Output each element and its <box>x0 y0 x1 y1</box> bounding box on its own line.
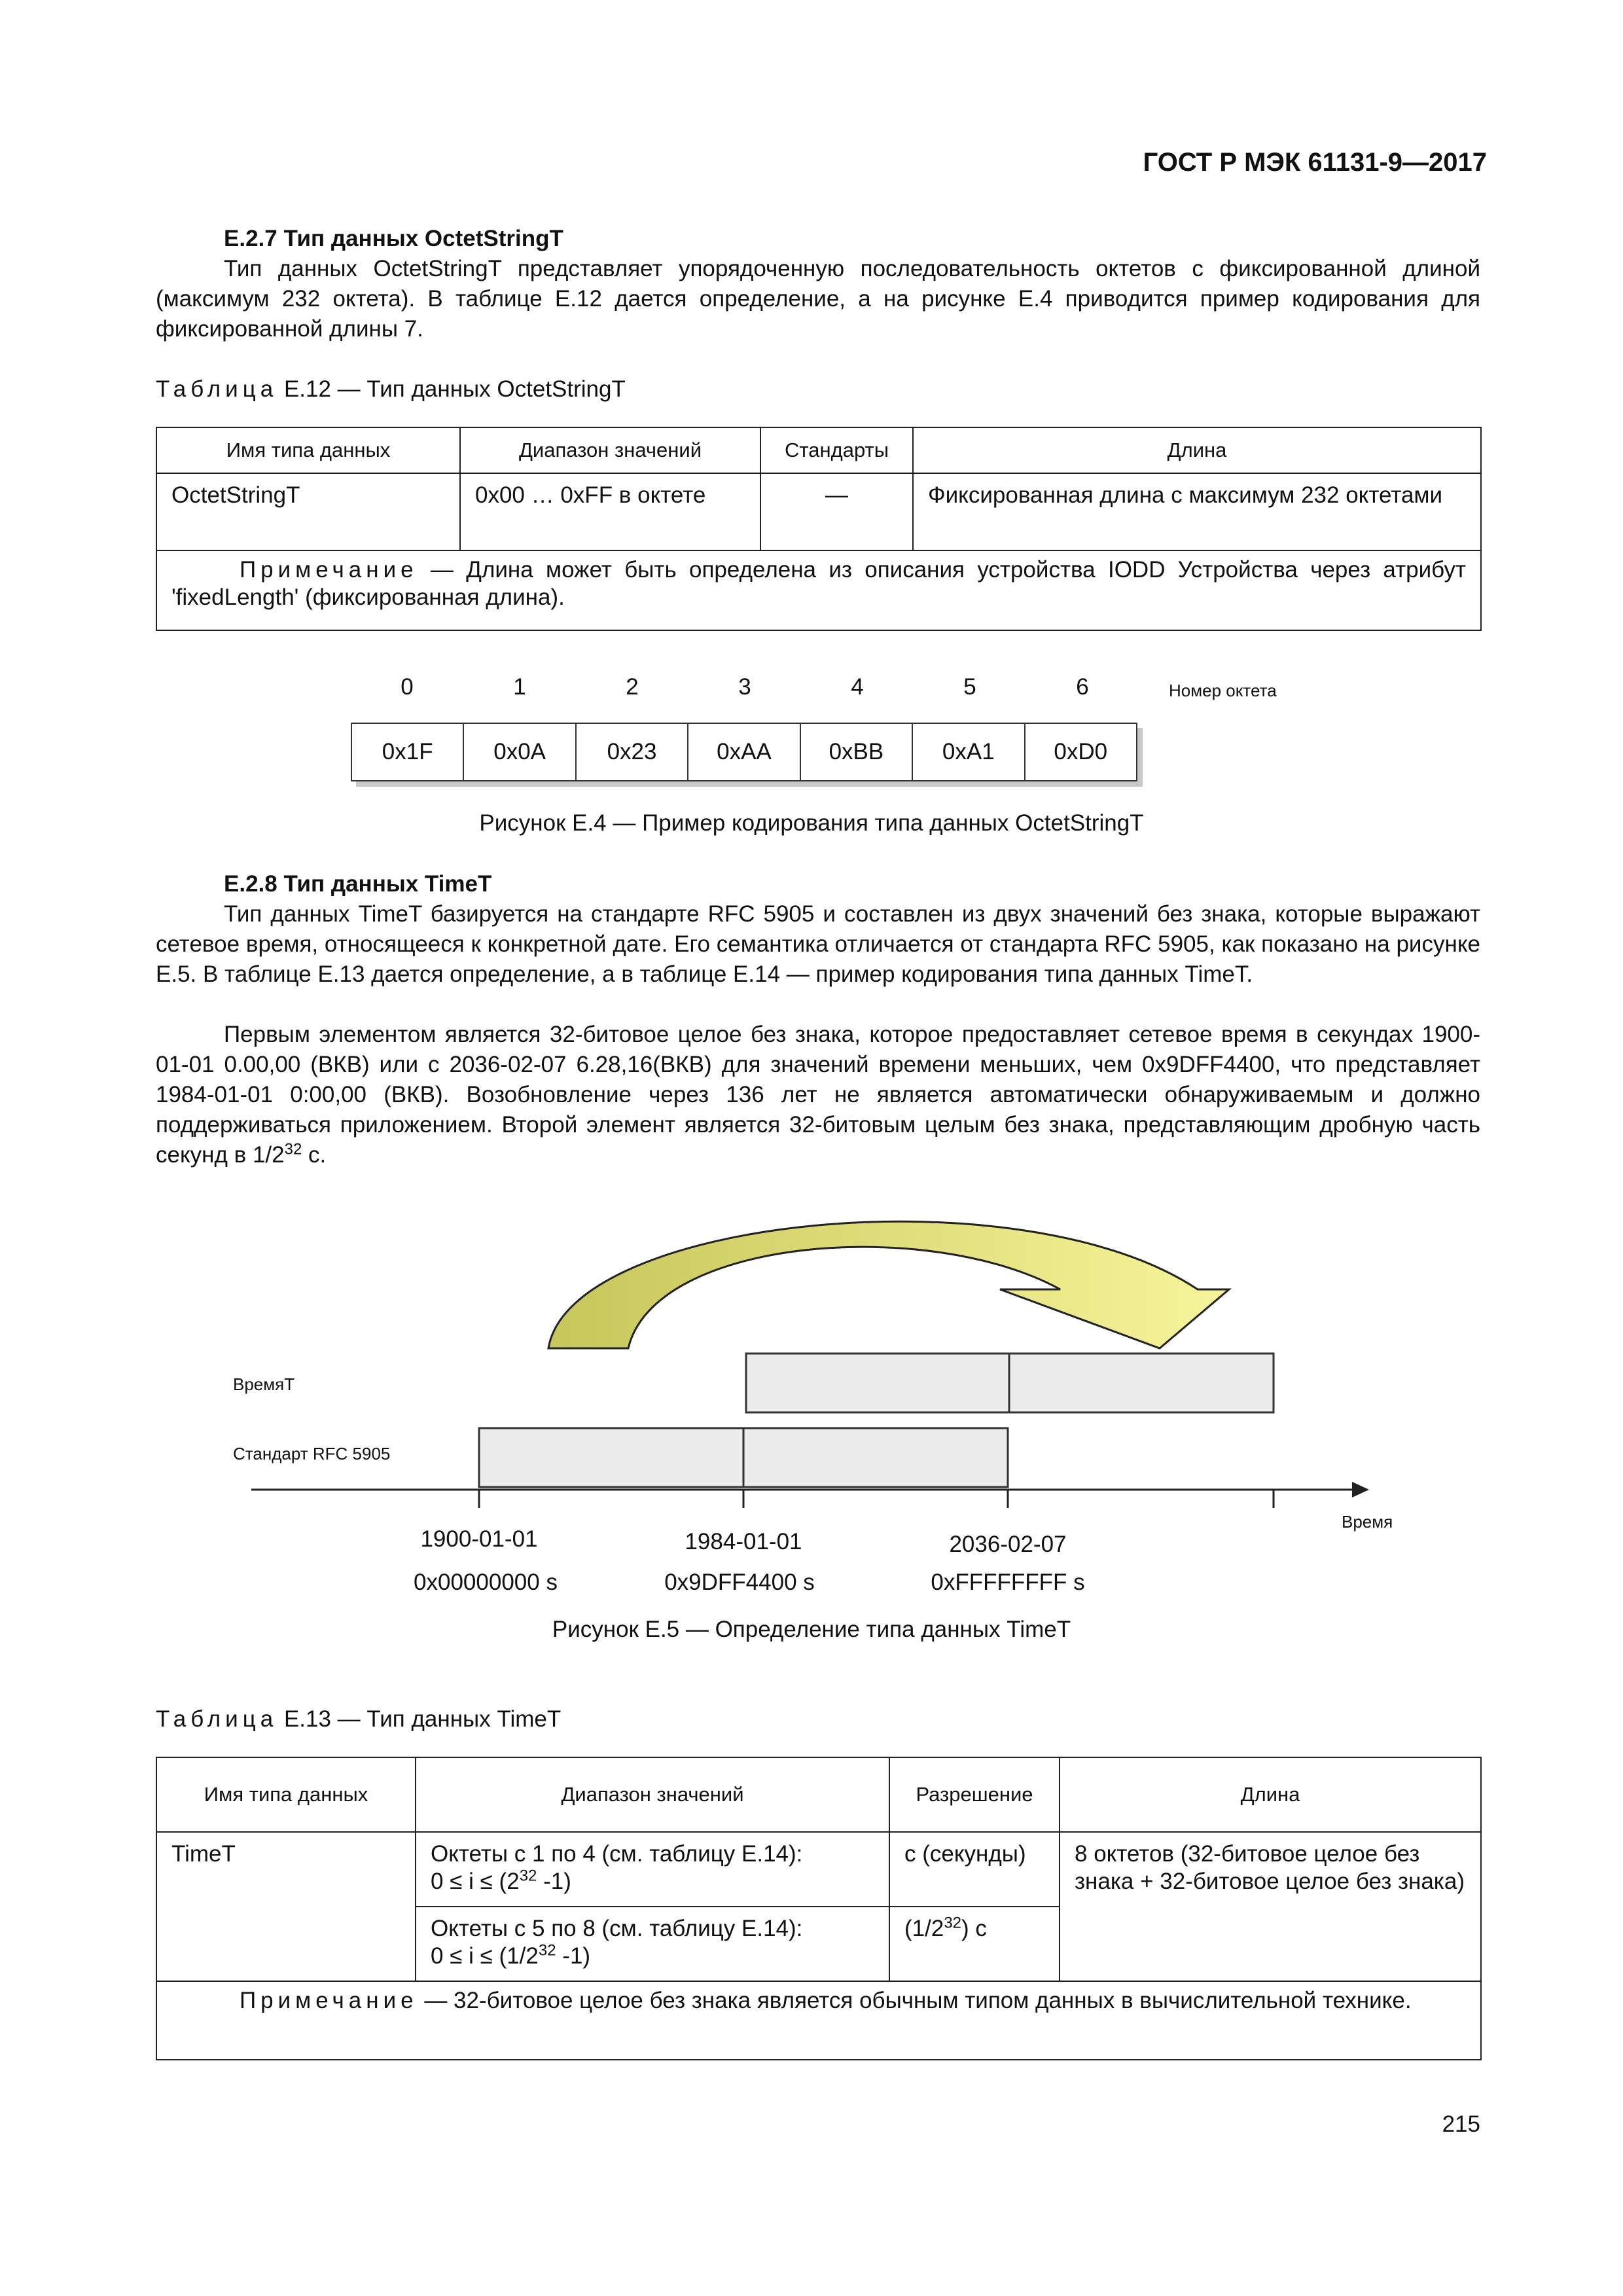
note-text: — Длина может быть определена из описания устройства IODD Устройства через атрибут 'fixedLength' (фиксированная длина). <box>171 557 1466 610</box>
octet-number: 5 <box>963 674 976 700</box>
header-cell: Диапазон значений <box>416 1757 889 1832</box>
table-caption-prefix: Таблица <box>156 376 278 402</box>
range-formula <box>431 1868 874 1895</box>
hex-label: 0xFFFFFFFF s <box>931 1570 1085 1595</box>
octet-cell: 0xBB <box>801 724 913 780</box>
section-e28-paragraph-1: Тип данных TimeT базируется на стандарте RFC 5905 и составлен из двух значений без знака, которые выражают сетевое время, относящееся к конкретной дате. Его семантика отличается от стандарта RFC 5905, как показано на рисунке Е.5. В таблице Е.13 дается определение, а в таблице Е.14 — пример кодирования типа данных TimeT. <box>156 901 1480 987</box>
figure-e4-caption: Рисунок Е.4 — Пример кодирования типа данных OctetStringT <box>479 810 1144 836</box>
superscript: 32 <box>284 1140 302 1158</box>
data-cell-resolution: с (секунды) <box>889 1832 1060 1907</box>
header-cell: Имя типа данных <box>156 1757 416 1832</box>
table-note <box>156 1981 1481 2060</box>
data-cell-name: TimeT <box>156 1832 416 1981</box>
octet-number: 2 <box>626 674 639 700</box>
superscript: 32 <box>944 1914 962 1932</box>
section-heading-e27: E.2.7 Тип данных OctetStringT <box>224 226 563 251</box>
figure-e4 <box>0 674 1623 857</box>
axis-arrowhead-icon <box>1352 1482 1369 1498</box>
note-label: Примечание <box>240 1988 418 2013</box>
octet-cell: 0xD0 <box>1054 739 1108 764</box>
superscript: 32 <box>538 1941 556 1960</box>
date-label: 2036-02-07 <box>949 1532 1067 1557</box>
formula-text-end: -1) <box>556 1943 591 1969</box>
table-e13-caption <box>156 1704 561 1734</box>
octet-cell: 0x0A <box>464 724 576 780</box>
header-cell: Имя типа данных <box>156 427 460 473</box>
hex-label: 0x00000000 s <box>414 1570 558 1595</box>
formula-text: 0 ≤ i ≤ (1/2 <box>431 1943 539 1969</box>
data-cell-standard: — <box>760 473 913 550</box>
table-note <box>156 550 1481 630</box>
octet-cell: 0xA1 <box>913 724 1025 780</box>
section-e28-paragraph-2 <box>156 1020 1480 1170</box>
hex-label: 0x9DFF4400 s <box>664 1570 815 1595</box>
header-cell: Разрешение <box>889 1757 1060 1832</box>
data-cell-range <box>416 1907 889 1981</box>
paragraph-text-end: с. <box>302 1142 327 1168</box>
octet-number: 1 <box>513 674 526 700</box>
section-e27-paragraph: Тип данных OctetStringT представляет упорядоченную последовательность октетов с фиксированной длиной (максимум 232 октета). В таблице Е.12 дается определение, а на рисунке Е.4 приводится пример кодирования для фиксированной длины 7. <box>156 256 1480 342</box>
figure-e5-caption: Рисунок Е.5 — Определение типа данных TimeT <box>552 1617 1071 1642</box>
formula-text-end: -1) <box>537 1869 571 1894</box>
data-cell-range <box>416 1832 889 1907</box>
table-caption-text: E.12 — Тип данных OctetStringT <box>277 376 626 402</box>
octet-number: 6 <box>1076 674 1089 700</box>
octet-cell: 0x1F <box>352 724 464 780</box>
header-cell: Стандарты <box>760 427 913 473</box>
note-label: Примечание <box>240 557 418 583</box>
section-heading-e28: E.2.8 Тип данных TimeT <box>224 871 492 897</box>
label-timet: ВремяТ <box>233 1374 295 1394</box>
octet-cell: 0xAA <box>688 724 800 780</box>
range-line: Октеты с 5 по 8 (см. таблицу E.14): <box>431 1916 803 1941</box>
range-formula <box>431 1943 874 1970</box>
resolution-text: (1/2 <box>904 1916 944 1941</box>
table-e12-caption <box>156 374 626 404</box>
page-number: 215 <box>1442 2111 1480 2137</box>
octet-number: 0 <box>401 674 414 700</box>
date-label: 1900-01-01 <box>420 1526 538 1552</box>
octet-cell: 0x23 <box>577 724 688 780</box>
table-caption-prefix: Таблица <box>156 1706 278 1732</box>
document-header: ГОСТ Р МЭК 61131-9—2017 <box>1143 148 1487 177</box>
data-cell-length: 8 октетов (32-битовое целое без знака + 32-битовое целое без знака) <box>1060 1832 1481 1981</box>
data-cell-length: Фиксированная длина с максимум 232 октетами <box>913 473 1481 550</box>
table-e13 <box>156 1757 1482 2060</box>
data-cell-resolution <box>889 1907 1060 1981</box>
formula-text: 0 ≤ i ≤ (2 <box>431 1869 520 1894</box>
octet-number-row <box>351 674 1136 713</box>
octet-number-label: Номер октета <box>1169 681 1277 700</box>
paragraph-text: Первым элементом является 32-битовое целое без знака, которое предоставляет сетевое время в секундах 1900-01-01 0.00,00 (ВКВ) или с 2036-02-07 6.28,16(ВКВ) для значений времени меньших, чем 0x9DFF4400, что представляет 1984-01-01 0:00,00 (ВКВ). Возобновление через 136 лет не является автоматически обнаруживаемым и должно поддерживаться приложением. Второй элемент является 32-битовым целым без знака, представляющим дробную часть секунд в 1/2 <box>156 1022 1480 1168</box>
header-cell: Диапазон значений <box>460 427 760 473</box>
octet-number: 3 <box>738 674 751 700</box>
octet-row <box>351 723 1137 781</box>
data-cell-range: 0x00 … 0xFF в октете <box>460 473 760 550</box>
curved-arrow <box>548 1221 1229 1348</box>
figure-e5-diagram <box>0 1191 1623 1532</box>
date-label: 1984-01-01 <box>685 1529 802 1554</box>
axis-label: Время <box>1342 1512 1393 1532</box>
label-rfc: Стандарт RFC 5905 <box>233 1444 391 1463</box>
table-caption-text: E.13 — Тип данных TimeT <box>277 1706 562 1732</box>
superscript: 32 <box>519 1867 537 1885</box>
octet-number: 4 <box>851 674 864 700</box>
data-cell-name: OctetStringT <box>156 473 460 550</box>
table-e12 <box>156 427 1482 631</box>
range-line: Октеты с 1 по 4 (см. таблицу E.14): <box>431 1841 803 1867</box>
note-text: — 32-битовое целое без знака является обычным типом данных в вычислительной технике. <box>418 1988 1412 2013</box>
resolution-text-end: ) с <box>961 1916 987 1941</box>
header-cell: Длина <box>1060 1757 1481 1832</box>
header-cell: Длина <box>913 427 1481 473</box>
